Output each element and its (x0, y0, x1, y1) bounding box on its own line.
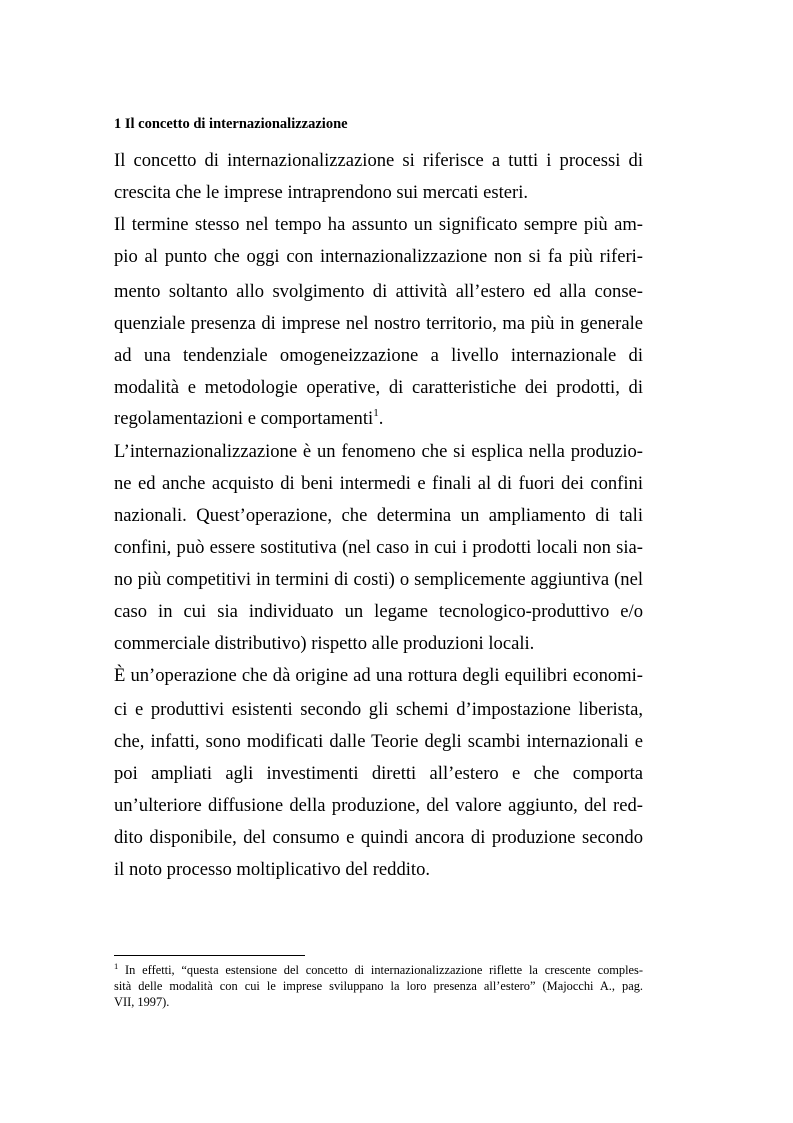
body-line (114, 408, 383, 430)
footnote-separator (114, 955, 305, 956)
section-heading: 1 Il concetto di internazionalizzazione (114, 116, 348, 132)
body-line: ci e produttivi esistenti secondo gli schemi d’impostazione liberista, (114, 699, 643, 720)
body-line: pio al punto che oggi con internazionalizzazione non si fa più riferi- (114, 246, 643, 267)
body-line: Il termine stesso nel tempo ha assunto un significato sempre più am- (114, 214, 643, 235)
body-line-text: regolamentazioni e comportamenti (114, 408, 374, 429)
body-line: mento soltanto allo svolgimento di attività all’estero ed alla conse- (114, 281, 643, 302)
body-line: quenziale presenza di imprese nel nostro territorio, ma più in generale (114, 313, 643, 334)
body-line: poi ampliati agli investimenti diretti all’estero e che comporta (114, 763, 643, 784)
footnote-line (114, 962, 643, 978)
footnote-line: VII, 1997). (114, 995, 170, 1009)
body-line: nazionali. Quest’operazione, che determina un ampliamento di tali (114, 505, 643, 526)
body-line: confini, può essere sostitutiva (nel caso in cui i prodotti locali non sia- (114, 537, 643, 558)
body-line: che, infatti, sono modificati dalle Teorie degli scambi internazionali e (114, 731, 643, 752)
footnote-number: 1 (114, 961, 119, 971)
body-line: no più competitivi in termini di costi) o semplicemente aggiuntiva (nel (114, 569, 643, 590)
body-line: ad una tendenziale omogeneizzazione a livello internazionale di (114, 345, 643, 366)
body-line: commerciale distributivo) rispetto alle produzioni locali. (114, 633, 535, 654)
body-line: L’internazionalizzazione è un fenomeno che si esplica nella produzio- (114, 441, 643, 462)
body-line: crescita che le imprese intraprendono sui mercati esteri. (114, 182, 529, 203)
footnote-reference[interactable]: 1 (373, 407, 379, 419)
body-line: un’ulteriore diffusione della produzione, del valore aggiunto, del red- (114, 795, 643, 816)
footnote-line: sità delle modalità con cui le imprese sviluppano la loro presenza all’estero” (Majocchi A., pag. (114, 979, 643, 993)
body-line: Il concetto di internazionalizzazione si riferisce a tutti i processi di (114, 150, 643, 171)
body-line: il noto processo moltiplicativo del reddito. (114, 859, 431, 880)
body-line: caso in cui sia individuato un legame tecnologico-produttivo e/o (114, 601, 643, 622)
body-line-punctuation: . (378, 408, 384, 429)
body-line: modalità e metodologie operative, di caratteristiche dei prodotti, di (114, 377, 643, 398)
footnote-line-text: In effetti, “questa estensione del concetto di internazionalizzazione riflette la crescente comples- (125, 963, 643, 977)
body-line: È un’operazione che dà origine ad una rottura degli equilibri economi- (114, 665, 643, 686)
body-line: ne ed anche acquisto di beni intermedi e finali al di fuori dei confini (114, 473, 643, 494)
body-line: dito disponibile, del consumo e quindi ancora di produzione secondo (114, 827, 643, 848)
